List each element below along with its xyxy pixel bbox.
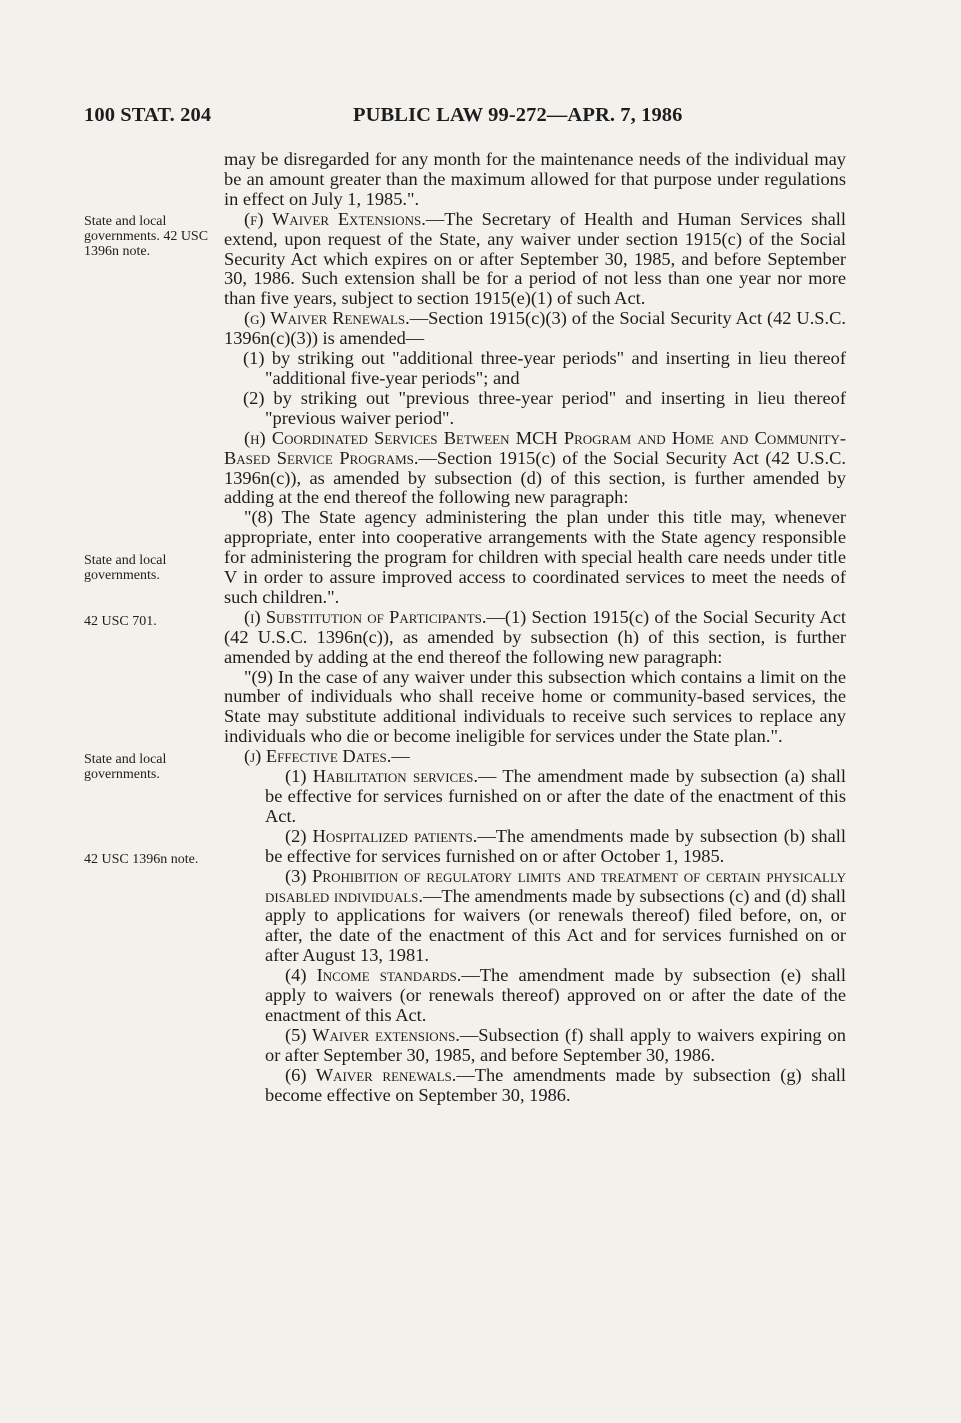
subsection-heading: (f) Waiver Extensions. <box>244 208 426 229</box>
subsection-heading: (j) Effective Dates. <box>244 746 392 767</box>
paragraph-g2: (2) by striking out "previous three-year period" and inserting in lieu thereof "previous waiver period". <box>243 387 846 428</box>
paragraph-j2: (2) Hospitalized patients.—The amendments made by subsection (b) shall be effective for services furnished on or after October 1, 1985. <box>265 825 846 866</box>
paragraph-j5: (5) Waiver extensions.—Subsection (f) shall apply to waivers expiring on or after September 30, 1985, and before September 30, 1986. <box>265 1024 846 1065</box>
subsection-heading: (g) Waiver Renewals. <box>244 308 410 329</box>
statute-page-reference: 100 STAT. 204 <box>84 104 212 126</box>
subsection-g: (g) Waiver Renewals.—Section 1915(c)(3) of the Social Security Act (42 U.S.C. 1396n(c)(3)) is amended— <box>224 308 846 349</box>
margin-note: 42 USC 1396n note. <box>84 852 199 867</box>
paragraph-j4: (4) Income standards.—The amendment made by subsection (e) shall apply to waivers (or renewals thereof) approved on or after the date of the enactment of this Act. <box>265 965 846 1025</box>
subsection-i: (i) Substitution of Participants.—(1) Section 1915(c) of the Social Security Act (42 U.S.C. 1396n(c)), as amended by subsection (h) of this section, is further amended by adding at the end thereof the following new paragraph: <box>224 606 846 667</box>
margin-note: State and local governments. 42 USC 1396n note. <box>84 214 209 259</box>
subsection-h: (h) Coordinated Services Between MCH Program and Home and Community-Based Service Programs.—Section 1915(c) of the Social Security Act (42 U.S.C. 1396n(c)), as amended by subsection (d) of this section, is further amended by adding at the end thereof the following new paragraph: <box>224 427 846 508</box>
subsection-heading: (h) Coordinated Services Between MCH Program and Home and Community-Based Service Programs. <box>224 427 846 468</box>
body-text <box>224 150 846 1106</box>
quoted-paragraph-8: "(8) The State agency administering the plan under this title may, whenever appropriate, enter into cooperative arrangements with the State agency responsible for administering the program for children with special health care needs under title V in order to assure improved access to coordinated services to meet the needs of such children.". <box>224 507 846 607</box>
subsection-j: (j) Effective Dates.— <box>244 746 410 767</box>
margin-note: State and local governments. <box>84 553 167 583</box>
margin-note: State and local governments. <box>84 752 167 782</box>
law-title: PUBLIC LAW 99-272—APR. 7, 1986 <box>353 104 683 126</box>
quoted-paragraph-9: "(9) In the case of any waiver under this subsection which contains a limit on the number of individuals who shall receive home or community-based services, the State may substitute additional individuals to receive such services to replace any individuals who die or become ineligible for services under the State plan.". <box>224 666 846 747</box>
paragraph-g1: (1) by striking out "additional three-year periods" and inserting in lieu thereof "additional five-year periods"; and <box>243 348 846 388</box>
paragraph-j1: (1) Habilitation services.— The amendment made by subsection (a) shall be effective for services furnished on or after the date of the enactment of this Act. <box>265 766 846 826</box>
margin-note: 42 USC 701. <box>84 614 157 629</box>
subsection-heading: (i) Substitution of Participants. <box>244 606 487 627</box>
paragraph-j6: (6) Waiver renewals.—The amendments made by subsection (g) shall become effective on September 30, 1986. <box>265 1064 846 1105</box>
page-header <box>84 104 844 134</box>
continued-paragraph: may be disregarded for any month for the maintenance needs of the individual may be an amount greater than the maximum allowed for that purpose under regulations in effect on July 1, 1985.". <box>224 149 846 209</box>
subsection-f: (f) Waiver Extensions.—The Secretary of Health and Human Services shall extend, upon request of the State, any waiver under section 1915(c) of the Social Security Act which expires on or after September 30, 1985, and before September 30, 1986. Such extension shall be for a period of not less than one year nor more than five years, subject to section 1915(e)(1) of such Act. <box>224 208 846 309</box>
paragraph-j3: (3) Prohibition of regulatory limits and treatment of certain physically disabled individuals.—The amendments made by subsections (c) and (d) shall apply to applications for waivers (or renewals thereof) filed before, on, or after, the date of the enactment of this Act and for services furnished on or after August 13, 1981. <box>265 865 846 966</box>
